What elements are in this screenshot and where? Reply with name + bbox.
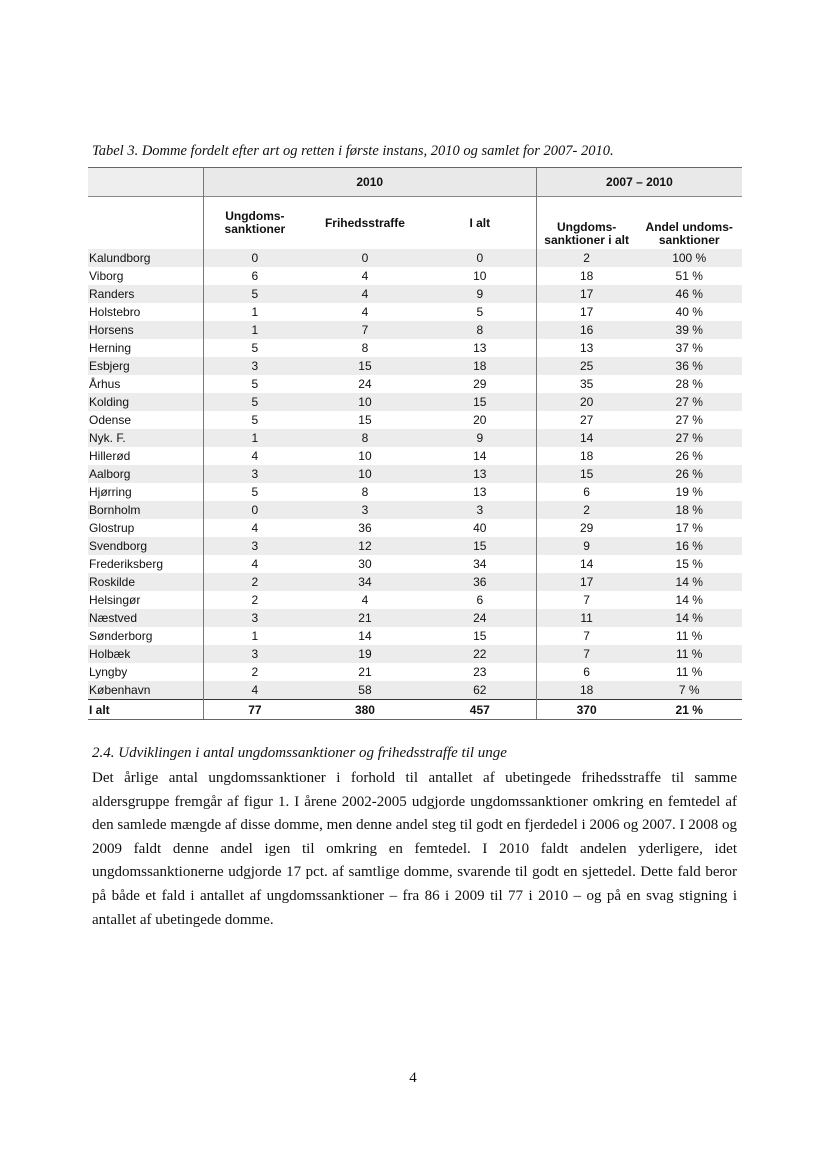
table-row	[88, 411, 742, 429]
cell-friheds: 15	[306, 411, 424, 429]
table-row	[88, 321, 742, 339]
col-header-ungdom-ialt: Ungdoms- sanktioner i alt	[536, 197, 636, 250]
table-row	[88, 429, 742, 447]
cell-court: Bornholm	[88, 501, 203, 519]
cell-ungdom: 0	[203, 249, 306, 267]
cell-ungdom-ialt: 18	[536, 681, 636, 700]
cell-ialt: 5	[424, 303, 537, 321]
table-row	[88, 483, 742, 501]
cell-friheds: 21	[306, 663, 424, 681]
cell-friheds: 15	[306, 357, 424, 375]
cell-andel: 27 %	[636, 411, 742, 429]
cell-friheds: 8	[306, 483, 424, 501]
cell-court: Odense	[88, 411, 203, 429]
total-cell-andel: 21 %	[636, 700, 742, 720]
cell-ialt: 62	[424, 681, 537, 700]
cell-friheds: 4	[306, 591, 424, 609]
column-header-row	[88, 197, 742, 250]
cell-court: Kalundborg	[88, 249, 203, 267]
cell-court: Viborg	[88, 267, 203, 285]
col-header-ungdom: Ungdoms- sanktioner	[203, 197, 306, 250]
cell-ungdom: 4	[203, 519, 306, 537]
cell-ungdom: 5	[203, 411, 306, 429]
cell-friheds: 0	[306, 249, 424, 267]
cell-friheds: 10	[306, 393, 424, 411]
cell-friheds: 8	[306, 339, 424, 357]
table-row	[88, 555, 742, 573]
table-row	[88, 627, 742, 645]
table-row	[88, 267, 742, 285]
cell-friheds: 8	[306, 429, 424, 447]
cell-friheds: 12	[306, 537, 424, 555]
cell-andel: 14 %	[636, 591, 742, 609]
cell-friheds: 4	[306, 267, 424, 285]
cell-ialt: 34	[424, 555, 537, 573]
cell-ialt: 29	[424, 375, 537, 393]
cell-ungdom-ialt: 6	[536, 483, 636, 501]
cell-ungdom: 3	[203, 465, 306, 483]
cell-ungdom: 5	[203, 339, 306, 357]
cell-ungdom: 1	[203, 627, 306, 645]
cell-ialt: 14	[424, 447, 537, 465]
cell-ungdom: 3	[203, 609, 306, 627]
cell-court: Roskilde	[88, 573, 203, 591]
col-header-court	[88, 197, 203, 250]
group-header-row	[88, 168, 742, 197]
cell-ialt: 8	[424, 321, 537, 339]
cell-ungdom: 2	[203, 663, 306, 681]
cell-ialt: 22	[424, 645, 537, 663]
table-row	[88, 357, 742, 375]
cell-ungdom-ialt: 11	[536, 609, 636, 627]
cell-ungdom-ialt: 14	[536, 429, 636, 447]
cell-friheds: 10	[306, 447, 424, 465]
cell-andel: 7 %	[636, 681, 742, 700]
table-caption: Tabel 3. Domme fordelt efter art og retten i første instans, 2010 og samlet for 2007- 2010.	[92, 143, 614, 159]
cell-andel: 14 %	[636, 573, 742, 591]
table-row	[88, 393, 742, 411]
blank-header-cell	[88, 168, 203, 197]
cell-ungdom-ialt: 6	[536, 663, 636, 681]
cell-court: Aalborg	[88, 465, 203, 483]
table-row	[88, 465, 742, 483]
cell-court: Næstved	[88, 609, 203, 627]
cell-ialt: 20	[424, 411, 537, 429]
table-row	[88, 303, 742, 321]
cell-ungdom-ialt: 2	[536, 249, 636, 267]
cell-friheds: 24	[306, 375, 424, 393]
cell-friheds: 36	[306, 519, 424, 537]
cell-court: Randers	[88, 285, 203, 303]
cell-ungdom-ialt: 13	[536, 339, 636, 357]
cell-ungdom-ialt: 27	[536, 411, 636, 429]
cell-ungdom-ialt: 2	[536, 501, 636, 519]
cell-andel: 14 %	[636, 609, 742, 627]
cell-ungdom: 1	[203, 321, 306, 339]
cell-ialt: 13	[424, 465, 537, 483]
cell-ialt: 15	[424, 537, 537, 555]
table-row	[88, 537, 742, 555]
cell-ialt: 6	[424, 591, 537, 609]
cell-court: Esbjerg	[88, 357, 203, 375]
cell-ungdom-ialt: 29	[536, 519, 636, 537]
cell-ungdom-ialt: 17	[536, 303, 636, 321]
cell-andel: 26 %	[636, 465, 742, 483]
table-row	[88, 573, 742, 591]
cell-andel: 11 %	[636, 627, 742, 645]
total-cell-ungdom: 77	[203, 700, 306, 720]
cell-court: København	[88, 681, 203, 700]
cell-andel: 100 %	[636, 249, 742, 267]
table-row	[88, 375, 742, 393]
cell-andel: 26 %	[636, 447, 742, 465]
cell-ungdom: 3	[203, 645, 306, 663]
cell-ungdom-ialt: 14	[536, 555, 636, 573]
table-body	[88, 249, 742, 720]
cell-ungdom: 3	[203, 357, 306, 375]
table-row	[88, 681, 742, 700]
cell-andel: 37 %	[636, 339, 742, 357]
table-row	[88, 249, 742, 267]
table-row	[88, 339, 742, 357]
cell-friheds: 21	[306, 609, 424, 627]
cell-court: Hillerød	[88, 447, 203, 465]
cell-ialt: 23	[424, 663, 537, 681]
cell-andel: 40 %	[636, 303, 742, 321]
table-row	[88, 447, 742, 465]
cell-court: Hjørring	[88, 483, 203, 501]
cell-ungdom-ialt: 17	[536, 573, 636, 591]
table-row	[88, 519, 742, 537]
cell-ungdom: 2	[203, 573, 306, 591]
cell-court: Sønderborg	[88, 627, 203, 645]
total-cell-ialt: 457	[424, 700, 537, 720]
cell-ungdom: 4	[203, 447, 306, 465]
cell-ungdom-ialt: 25	[536, 357, 636, 375]
cell-ungdom: 1	[203, 303, 306, 321]
cell-andel: 46 %	[636, 285, 742, 303]
cell-friheds: 58	[306, 681, 424, 700]
cell-friheds: 34	[306, 573, 424, 591]
cell-ungdom: 5	[203, 393, 306, 411]
cell-court: Horsens	[88, 321, 203, 339]
cell-friheds: 19	[306, 645, 424, 663]
cell-andel: 27 %	[636, 429, 742, 447]
cell-ungdom: 3	[203, 537, 306, 555]
cell-court: Frederiksberg	[88, 555, 203, 573]
table-row	[88, 645, 742, 663]
total-row	[88, 700, 742, 720]
cell-andel: 18 %	[636, 501, 742, 519]
cell-friheds: 3	[306, 501, 424, 519]
cell-friheds: 4	[306, 303, 424, 321]
cell-ungdom: 4	[203, 555, 306, 573]
cell-ungdom-ialt: 18	[536, 447, 636, 465]
cell-court: Helsingør	[88, 591, 203, 609]
cell-andel: 39 %	[636, 321, 742, 339]
cell-ungdom: 4	[203, 681, 306, 700]
cell-court: Kolding	[88, 393, 203, 411]
cell-court: Nyk. F.	[88, 429, 203, 447]
cell-andel: 11 %	[636, 663, 742, 681]
cell-court: Holstebro	[88, 303, 203, 321]
cell-ungdom-ialt: 35	[536, 375, 636, 393]
cell-ungdom: 5	[203, 285, 306, 303]
cell-ungdom-ialt: 15	[536, 465, 636, 483]
col-header-ialt: I alt	[424, 197, 537, 250]
col-header-friheds: Frihedsstraffe	[306, 197, 424, 250]
cell-ialt: 0	[424, 249, 537, 267]
cell-ungdom: 1	[203, 429, 306, 447]
cell-court: Holbæk	[88, 645, 203, 663]
cell-ialt: 3	[424, 501, 537, 519]
cell-court: Glostrup	[88, 519, 203, 537]
table-row	[88, 501, 742, 519]
cell-friheds: 10	[306, 465, 424, 483]
cell-ungdom-ialt: 7	[536, 645, 636, 663]
cell-andel: 28 %	[636, 375, 742, 393]
cell-andel: 11 %	[636, 645, 742, 663]
cell-ungdom-ialt: 7	[536, 591, 636, 609]
cell-ialt: 18	[424, 357, 537, 375]
cell-andel: 36 %	[636, 357, 742, 375]
cell-andel: 15 %	[636, 555, 742, 573]
cell-ungdom-ialt: 18	[536, 267, 636, 285]
table-row	[88, 609, 742, 627]
cell-ungdom-ialt: 7	[536, 627, 636, 645]
cell-andel: 16 %	[636, 537, 742, 555]
cell-ialt: 10	[424, 267, 537, 285]
total-cell-ungdom-ialt: 370	[536, 700, 636, 720]
cell-andel: 27 %	[636, 393, 742, 411]
page-number: 4	[409, 1070, 417, 1086]
cell-ialt: 40	[424, 519, 537, 537]
cell-friheds: 14	[306, 627, 424, 645]
cell-ialt: 36	[424, 573, 537, 591]
cell-andel: 17 %	[636, 519, 742, 537]
cell-court: Svendborg	[88, 537, 203, 555]
cell-ungdom: 0	[203, 501, 306, 519]
cell-friheds: 7	[306, 321, 424, 339]
cell-ialt: 15	[424, 393, 537, 411]
cell-ialt: 9	[424, 429, 537, 447]
total-cell-friheds: 380	[306, 700, 424, 720]
col-header-andel: Andel undoms- sanktioner	[636, 197, 742, 250]
cell-ialt: 9	[424, 285, 537, 303]
section-paragraph: Det årlige antal ungdomssanktioner i forhold til antallet af ubetingede frihedsstraffe til samme aldersgruppe fremgår af figur 1. I årene 2002-2005 udgjorde ungdomssanktioner omkring en femtedel af den samlede mængde af disse domme, men denne andel steg til godt en fjerdedel i 2006 og 2007. I 2008 og 2009 faldt denne andel igen til omkring en femtedel. I 2010 faldt andelen yderligere, idet ungdomssanktionerne udgjorde 17 pct. af samtlige domme, svarende til godt en sjettedel. Dette fald beror på både et fald i antallet af ungdomssanktioner – fra 86 i 2009 til 77 i 2010 – og på en svag stigning i antallet af ubetingede domme.	[92, 770, 737, 928]
cell-court: Herning	[88, 339, 203, 357]
cell-ungdom-ialt: 20	[536, 393, 636, 411]
cell-court: Lyngby	[88, 663, 203, 681]
table-row	[88, 663, 742, 681]
cell-friheds: 30	[306, 555, 424, 573]
total-cell-court: I alt	[88, 700, 203, 720]
cell-ialt: 13	[424, 339, 537, 357]
cell-friheds: 4	[306, 285, 424, 303]
table-row	[88, 285, 742, 303]
table-row	[88, 591, 742, 609]
sentences-table	[88, 167, 742, 720]
cell-ungdom: 5	[203, 483, 306, 501]
cell-ungdom-ialt: 17	[536, 285, 636, 303]
cell-ialt: 24	[424, 609, 537, 627]
cell-ungdom: 5	[203, 375, 306, 393]
cell-ungdom-ialt: 16	[536, 321, 636, 339]
cell-court: Århus	[88, 375, 203, 393]
cell-ialt: 13	[424, 483, 537, 501]
cell-ungdom: 6	[203, 267, 306, 285]
cell-andel: 19 %	[636, 483, 742, 501]
cell-ialt: 15	[424, 627, 537, 645]
cell-ungdom-ialt: 9	[536, 537, 636, 555]
cell-andel: 51 %	[636, 267, 742, 285]
group-header-2007-2010: 2007 – 2010	[536, 168, 742, 197]
group-header-2010: 2010	[203, 168, 536, 197]
cell-ungdom: 2	[203, 591, 306, 609]
section-heading: 2.4. Udviklingen i antal ungdomssanktioner og frihedsstraffe til unge	[92, 745, 507, 761]
